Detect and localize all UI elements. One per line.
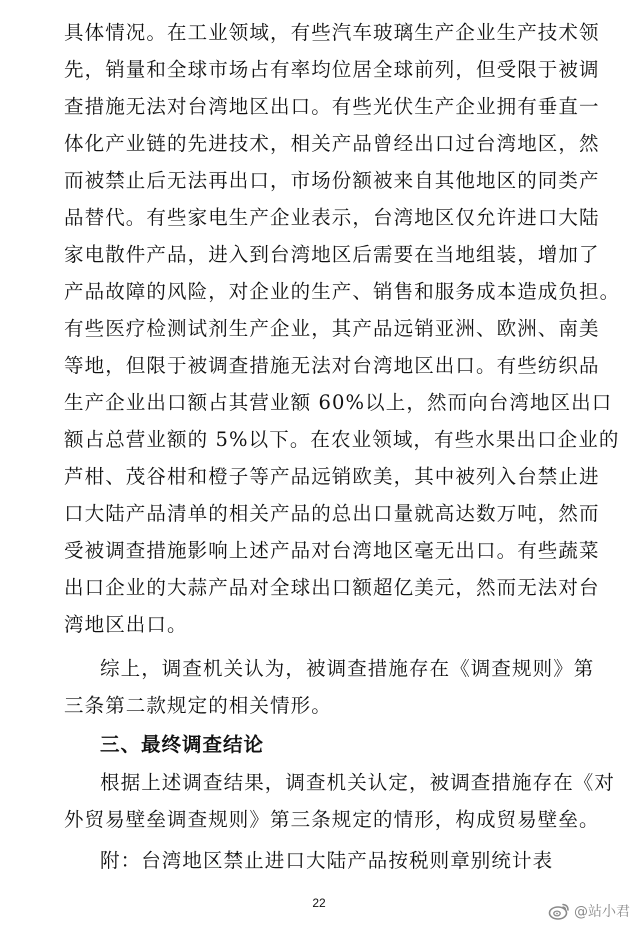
paragraph-line: 湾地区出口。	[64, 613, 188, 636]
paragraph-line: 品替代。有些家电生产企业表示，台湾地区仅允许进口大陆	[64, 206, 600, 229]
conclusion-line: 根据上述调查结果，调查机关认定，被调查措施存在《对	[100, 771, 616, 794]
paragraph-line: 先，销量和全球市场占有率均位居全球前列，但受限于被调	[64, 58, 600, 81]
paragraph-line: 受被调查措施影响上述产品对台湾地区毫无出口。有些蔬菜	[64, 539, 600, 562]
paragraph-line: 产品故障的风险，对企业的生产、销售和服务成本造成负担。	[64, 280, 621, 303]
paragraph-line: 而被禁止后无法再出口，市场份额被来自其他地区的同类产	[64, 169, 600, 192]
paragraph-line: 口大陆产品清单的相关产品的总出口量就高达数万吨，然而	[64, 502, 600, 525]
summary-line: 综上，调查机关认为，被调查措施存在《调查规则》第	[100, 657, 595, 680]
paragraph-line: 额占总营业额的 5%以下。在农业领域，有些水果出口企业的	[64, 428, 620, 451]
paragraph-line: 等地，但限于被调查措施无法对台湾地区出口。有些纺织品	[64, 354, 600, 377]
weibo-icon	[548, 902, 570, 920]
paragraph-line: 生产企业出口额占其营业额 60%以上，然而向台湾地区出口	[64, 391, 613, 414]
summary-line: 三条第二款规定的相关情形。	[64, 694, 332, 717]
paragraph-line: 查措施无法对台湾地区出口。有些光伏生产企业拥有垂直一	[64, 95, 600, 118]
paragraph-line: 体化产业链的先进技术，相关产品曾经出口过台湾地区，然	[64, 132, 600, 155]
section-heading: 三、最终调查结论	[100, 733, 265, 756]
paragraph-line: 芦柑、茂谷柑和橙子等产品远销欧美，其中被列入台禁止进	[64, 465, 600, 488]
watermark	[548, 900, 630, 922]
attachment-note: 附：台湾地区禁止进口大陆产品按税则章别统计表	[100, 849, 554, 872]
page-number: 22	[312, 896, 326, 910]
paragraph-line: 家电散件产品，进入到台湾地区后需要在当地组装，增加了	[64, 243, 600, 266]
watermark-text: @站小君	[574, 904, 630, 920]
paragraph-line: 有些医疗检测试剂生产企业，其产品远销亚洲、欧洲、南美	[64, 317, 600, 340]
paragraph-line: 出口企业的大蒜产品对全球出口额超亿美元，然而无法对台	[64, 576, 600, 599]
paragraph-line: 具体情况。在工业领域，有些汽车玻璃生产企业生产技术领	[64, 21, 600, 44]
conclusion-line: 外贸易壁垒调查规则》第三条规定的情形，构成贸易壁垒。	[64, 808, 600, 831]
